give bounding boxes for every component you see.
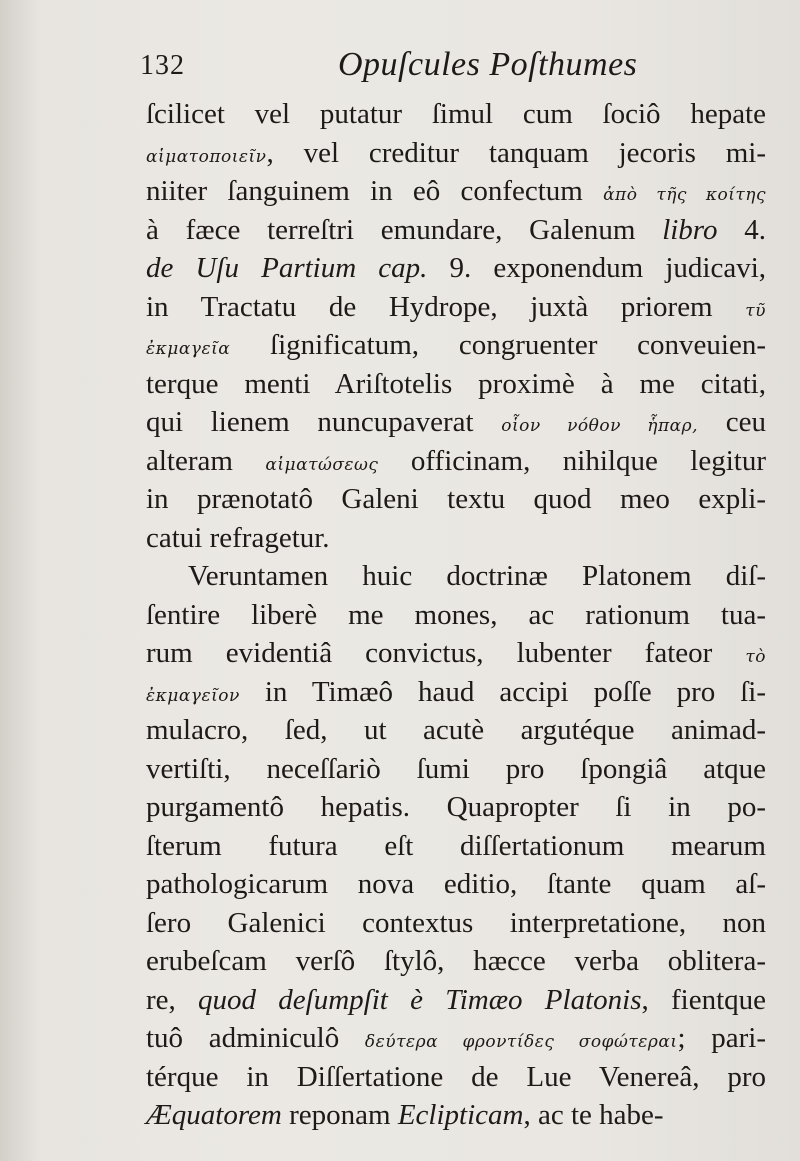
text-segment: re, bbox=[146, 983, 199, 1016]
running-title: Opuſcules Poſthumes bbox=[338, 46, 638, 83]
text-line bbox=[146, 904, 766, 943]
text-line bbox=[146, 634, 766, 673]
text-line bbox=[146, 442, 766, 481]
text-segment: mulacro, ſed, ut acutè argutéque animad- bbox=[146, 714, 766, 746]
text-segment: à fæce terreſtri emundare, Galenum bbox=[146, 213, 663, 246]
text-segment: , fientque bbox=[641, 983, 766, 1016]
text-line bbox=[146, 403, 766, 442]
body-text bbox=[146, 95, 766, 1135]
text-line bbox=[146, 788, 766, 827]
text-segment: 4. bbox=[717, 213, 767, 246]
text-segment: , vel creditur tanquam jecoris mi- bbox=[266, 136, 766, 169]
text-segment: térque in Diſſertatione de Lue Venereâ, pro bbox=[146, 1060, 766, 1093]
text-line bbox=[146, 95, 766, 134]
text-segment: niiter ſanguinem in eô confectum bbox=[146, 175, 604, 207]
text-segment: qui lienem nuncupaverat bbox=[146, 406, 502, 438]
text-segment: pathologicarum nova editio, ſtante quam aſ- bbox=[146, 868, 766, 900]
text-line bbox=[146, 249, 766, 288]
text-line bbox=[146, 711, 766, 750]
text-line bbox=[146, 519, 766, 558]
text-segment: catui refragetur. bbox=[146, 521, 330, 554]
gutter-shadow bbox=[0, 0, 40, 1161]
text-line bbox=[146, 827, 766, 866]
text-line bbox=[146, 1019, 766, 1058]
text-line bbox=[146, 211, 766, 250]
greek-phrase: τῦ bbox=[745, 300, 766, 321]
greek-phrase: ἐκμαγεῖα bbox=[146, 339, 231, 359]
greek-phrase: ἀπὸ τῆς κοίτης bbox=[603, 185, 766, 205]
greek-phrase: αἱματώσεως bbox=[265, 454, 379, 475]
text-line bbox=[146, 1096, 766, 1135]
text-segment: ceu bbox=[698, 406, 766, 438]
text-segment: purgamentô hepatis. Quapropter ſi in po- bbox=[146, 791, 766, 823]
text-segment: in prænotatô Galeni textu quod meo expli- bbox=[146, 483, 766, 515]
text-line bbox=[146, 673, 766, 712]
italic-phrase: quod deſumpſit è Timæo Platonis bbox=[198, 983, 642, 1016]
text-line bbox=[146, 365, 766, 404]
text-line bbox=[146, 865, 766, 904]
text-line bbox=[146, 750, 766, 789]
page-number: 132 bbox=[140, 50, 185, 81]
text-segment: 9. exponendum judicavi, bbox=[427, 252, 766, 284]
text-segment: ſentire liberè me mones, ac rationum tua- bbox=[146, 598, 766, 631]
text-segment: , ac te habe- bbox=[523, 1099, 664, 1131]
text-segment: ; pari- bbox=[677, 1022, 766, 1054]
text-segment: ſterum futura eſt diſſertationum mearum bbox=[146, 829, 766, 862]
greek-phrase: τὸ bbox=[745, 647, 766, 667]
greek-phrase: δεύτερα φροντίδες σοφώτεραι bbox=[364, 1032, 678, 1052]
italic-phrase: Eclipticam bbox=[397, 1099, 524, 1131]
italic-phrase: libro bbox=[662, 213, 718, 246]
greek-phrase: αἱματοποιεῖν bbox=[146, 146, 267, 167]
text-line bbox=[146, 557, 766, 596]
text-line bbox=[146, 1058, 766, 1097]
text-segment: reponam bbox=[281, 1099, 398, 1131]
text-segment: in Tractatu de Hydrope, juxtà priorem bbox=[146, 290, 746, 323]
text-segment: erubeſcam verſô ſtylô, hæcce verba oblitera- bbox=[146, 945, 766, 977]
page-header bbox=[140, 44, 760, 90]
text-segment: ſero Galenici contextus interpretatione, non bbox=[146, 906, 766, 939]
text-segment: tuô adminiculô bbox=[146, 1022, 365, 1054]
text-segment: officinam, nihilque legitur bbox=[378, 444, 766, 477]
text-line bbox=[146, 596, 766, 635]
text-line bbox=[146, 288, 766, 327]
text-line bbox=[146, 326, 766, 365]
text-segment: ſignificatum, congruenter conveuien- bbox=[230, 329, 766, 361]
italic-phrase: Æquatorem bbox=[146, 1099, 282, 1131]
text-segment: Veruntamen huic doctrinæ Platonem diſ- bbox=[188, 560, 766, 592]
text-line bbox=[146, 942, 766, 981]
text-line bbox=[146, 134, 766, 173]
italic-phrase: de Uſu Partium cap. bbox=[146, 252, 428, 284]
text-line bbox=[146, 480, 766, 519]
greek-phrase: ἐκμαγεῖον bbox=[146, 685, 240, 706]
text-segment: ſcilicet vel putatur ſimul cum ſociô hepate bbox=[146, 98, 766, 130]
text-segment: terque menti Ariſtotelis proximè à me citati, bbox=[146, 367, 766, 400]
text-segment: vertiſti, neceſſariò ſumi pro ſpongiâ atque bbox=[146, 752, 766, 785]
text-line bbox=[146, 981, 766, 1020]
text-segment: alteram bbox=[146, 444, 266, 477]
text-line bbox=[146, 172, 766, 211]
text-segment: in Timæô haud accipi poſſe pro ſi- bbox=[239, 675, 766, 708]
text-segment: rum evidentiâ convictus, lubenter fateor bbox=[146, 637, 746, 669]
greek-phrase: οἷον νόθον ἧπαρ, bbox=[501, 416, 699, 436]
